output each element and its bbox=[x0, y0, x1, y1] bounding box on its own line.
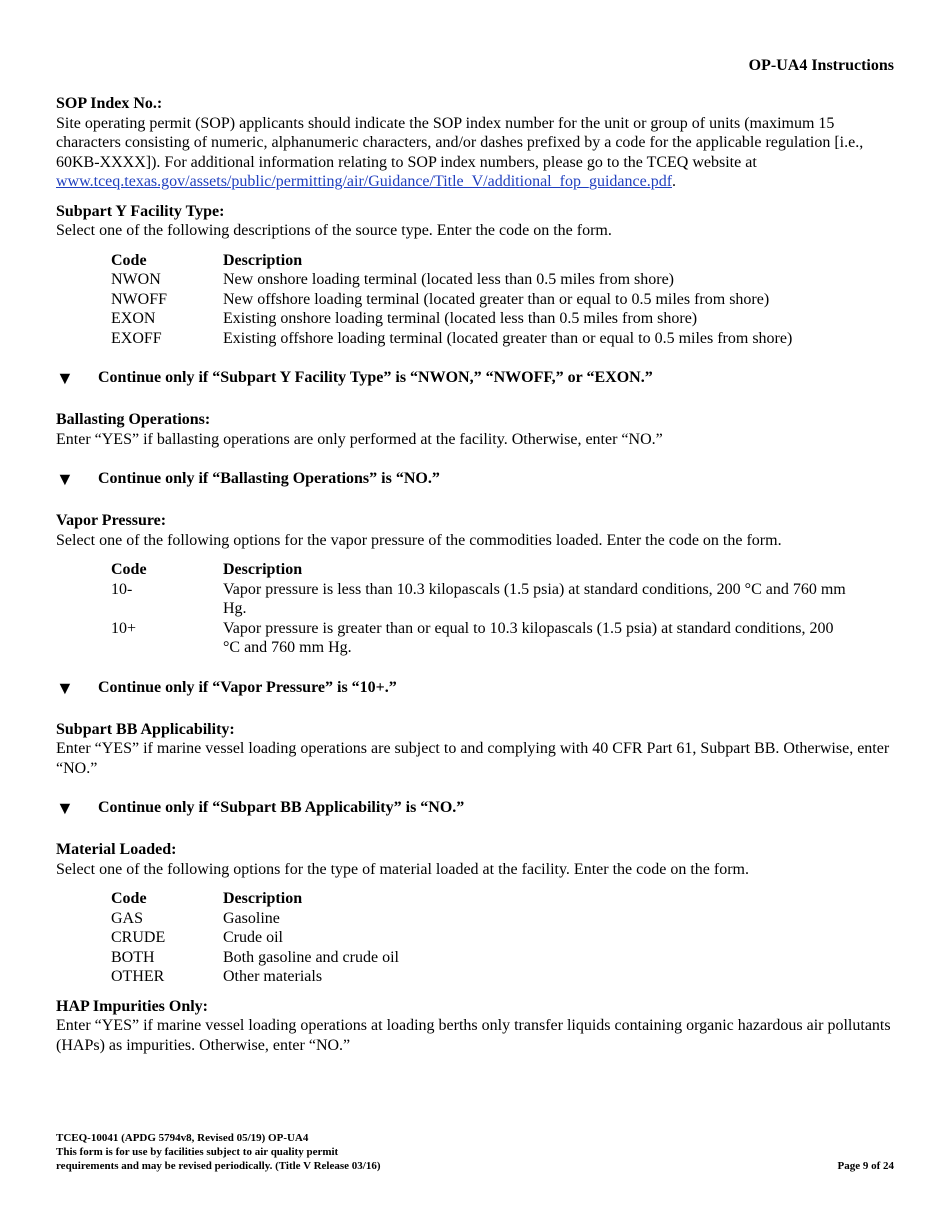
table-header-row: Code Description bbox=[111, 251, 303, 269]
table-row: NWOFF New offshore loading terminal (located greater than or equal to 0.5 miles from shore) bbox=[111, 290, 770, 308]
sop-text: Site operating permit (SOP) applicants should indicate the SOP index number for the unit or group of units (maximum 15 characters consisting of numeric, alphanumeric characters, and/or dashes prefixed by a code for the applicable regulation [i.e., 60KB-XXXX]). For additional information relating to SOP index numbers, please go to the TCEQ website at www.tceq.texas.gov/assets/public/permitting/air/Guidance/Title_V/additional_fop_guidance.pdf. bbox=[56, 114, 864, 190]
table-row: EXOFF Existing offshore loading terminal (located greater than or equal to 0.5 miles from shore) bbox=[111, 329, 793, 347]
triangle-down-icon: ▼ bbox=[56, 798, 74, 818]
continue-instruction: ▼ Continue only if “Subpart Y Facility Type” is “NWON,” “NWOFF,” or “EXON.” bbox=[56, 368, 653, 388]
hap-heading: HAP Impurities Only: bbox=[56, 997, 209, 1015]
ballasting-heading: Ballasting Operations: bbox=[56, 411, 211, 428]
page-number: Page 9 of 24 bbox=[837, 1160, 894, 1172]
vapor-pressure-text: Select one of the following options for the vapor pressure of the commodities loaded. Enter the code on the form. bbox=[56, 531, 782, 549]
table-row: BOTH Both gasoline and crude oil bbox=[111, 948, 399, 966]
table-row: 10+ Vapor pressure is greater than or equal to 10.3 kilopascals (1.5 psia) at standard conditions, 200 °C and 760 mm Hg. bbox=[111, 619, 834, 656]
vapor-pressure-heading: Vapor Pressure: bbox=[56, 512, 167, 529]
sop-heading: SOP Index No.: bbox=[56, 95, 163, 112]
subpart-bb-heading: Subpart BB Applicability: bbox=[56, 720, 235, 738]
table-row: OTHER Other materials bbox=[111, 968, 323, 985]
document-page bbox=[56, 56, 894, 1055]
table-row: CRUDE Crude oil bbox=[111, 929, 283, 946]
material-text: Select one of the following options for the type of material loaded at the facility. Enter the code on the form. bbox=[56, 860, 749, 878]
continue-instruction: ▼ Continue only if “Ballasting Operations” is “NO.” bbox=[56, 469, 440, 489]
vapor-pressure-section bbox=[56, 511, 894, 658]
triangle-down-icon: ▼ bbox=[56, 677, 74, 698]
footer-note-line2: requirements and may be revised periodically. (Title V Release 03/16) bbox=[56, 1160, 381, 1172]
triangle-down-icon: ▼ bbox=[56, 368, 74, 388]
table-row: EXON Existing onshore loading terminal (located less than 0.5 miles from shore) bbox=[111, 310, 698, 327]
table-row: 10- Vapor pressure is less than 10.3 kilopascals (1.5 psia) at standard conditions, 200 °C and 760 mm Hg. bbox=[111, 580, 846, 617]
material-heading: Material Loaded: bbox=[56, 841, 177, 858]
subpart-bb-section bbox=[56, 720, 894, 779]
material-table bbox=[111, 889, 399, 987]
continue-instruction: ▼ Continue only if “Vapor Pressure” is “10+.” bbox=[56, 677, 397, 698]
footer-form-id: TCEQ-10041 (APDG 5794v8, Revised 05/19) OP-UA4 bbox=[56, 1132, 309, 1144]
hap-text: Enter “YES” if marine vessel loading operations at loading berths only transfer liquids containing organic hazardous air pollutants (HAPs) as impurities. Otherwise, enter “NO.” bbox=[56, 1017, 891, 1054]
page-footer bbox=[56, 1131, 894, 1173]
sop-section bbox=[56, 94, 894, 192]
page-header: OP-UA4 Instructions bbox=[748, 57, 894, 74]
ballasting-section bbox=[56, 410, 894, 449]
facility-type-section bbox=[56, 202, 894, 349]
vapor-pressure-table bbox=[111, 560, 853, 658]
material-section bbox=[56, 840, 894, 987]
ballasting-text: Enter “YES” if ballasting operations are only performed at the facility. Otherwise, enter “NO.” bbox=[56, 430, 663, 448]
continue-instruction: ▼ Continue only if “Subpart BB Applicability” is “NO.” bbox=[56, 798, 465, 818]
table-row: GAS Gasoline bbox=[111, 909, 280, 927]
table-row: NWON New onshore loading terminal (located less than 0.5 miles from shore) bbox=[111, 271, 674, 288]
triangle-down-icon: ▼ bbox=[56, 469, 74, 489]
facility-type-table bbox=[111, 251, 792, 349]
footer-note-line1: This form is for use by facilities subject to air quality permit bbox=[56, 1146, 339, 1158]
facility-type-heading: Subpart Y Facility Type: bbox=[56, 202, 225, 220]
table-header-row: Code Description bbox=[111, 561, 303, 578]
facility-type-text: Select one of the following descriptions of the source type. Enter the code on the form. bbox=[56, 222, 612, 239]
hap-section bbox=[56, 997, 894, 1056]
table-header-row: Code Description bbox=[111, 890, 303, 907]
subpart-bb-text: Enter “YES” if marine vessel loading operations are subject to and complying with 40 CFR Part 61, Subpart BB. Otherwise, enter “NO.” bbox=[56, 740, 890, 777]
guidance-link[interactable]: www.tceq.texas.gov/assets/public/permitting/air/Guidance/Title_V/additional_fop_guidance.pdf bbox=[56, 173, 673, 190]
